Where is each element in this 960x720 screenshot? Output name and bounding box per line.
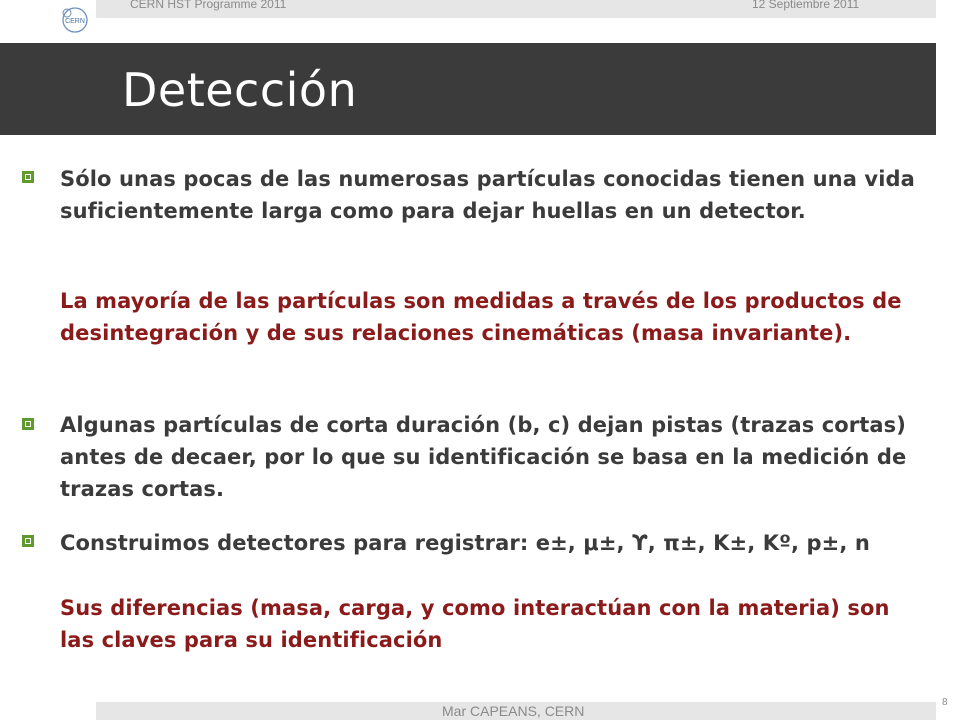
program-label: CERN HST Programme 2011 (130, 0, 287, 11)
author-label: Mar CAPEANS, CERN (442, 703, 585, 719)
header-info-bar (96, 0, 936, 18)
slide-title: Detección (122, 63, 358, 117)
square-bullet-icon (22, 418, 34, 430)
square-bullet-icon (22, 171, 34, 183)
cern-logo-text: CERN (65, 18, 85, 25)
note-text-1: La mayoría de las partículas son medidas a través de los productos de desintegración y de sus relaciones cinemáticas (masa invariante). (60, 289, 902, 345)
bullet-text-2: Algunas partículas de corta duración (b, c) dejan pistas (trazas cortas) antes de decaer, por lo que su identificación se basa en la medición de trazas cortas. (60, 413, 907, 501)
title-band (0, 43, 936, 135)
note-text-2: Sus diferencias (masa, carga, y como interactúan con la materia) son las claves para su identificación (60, 596, 890, 652)
square-bullet-icon (22, 535, 34, 547)
footer-bar (96, 702, 936, 720)
page-number: 8 (942, 697, 948, 708)
bullet-text-3: Construimos detectores para registrar: e±, μ±, ϒ, π±, K±, Kº, p±, n (60, 531, 870, 555)
bullet-text-1: Sólo unas pocas de las numerosas partículas conocidas tienen una vida suficientemente larga como para dejar huellas en un detector. (60, 167, 915, 223)
cern-logo-icon (56, 0, 96, 40)
date-label: 12 Septiembre 2011 (752, 0, 860, 11)
